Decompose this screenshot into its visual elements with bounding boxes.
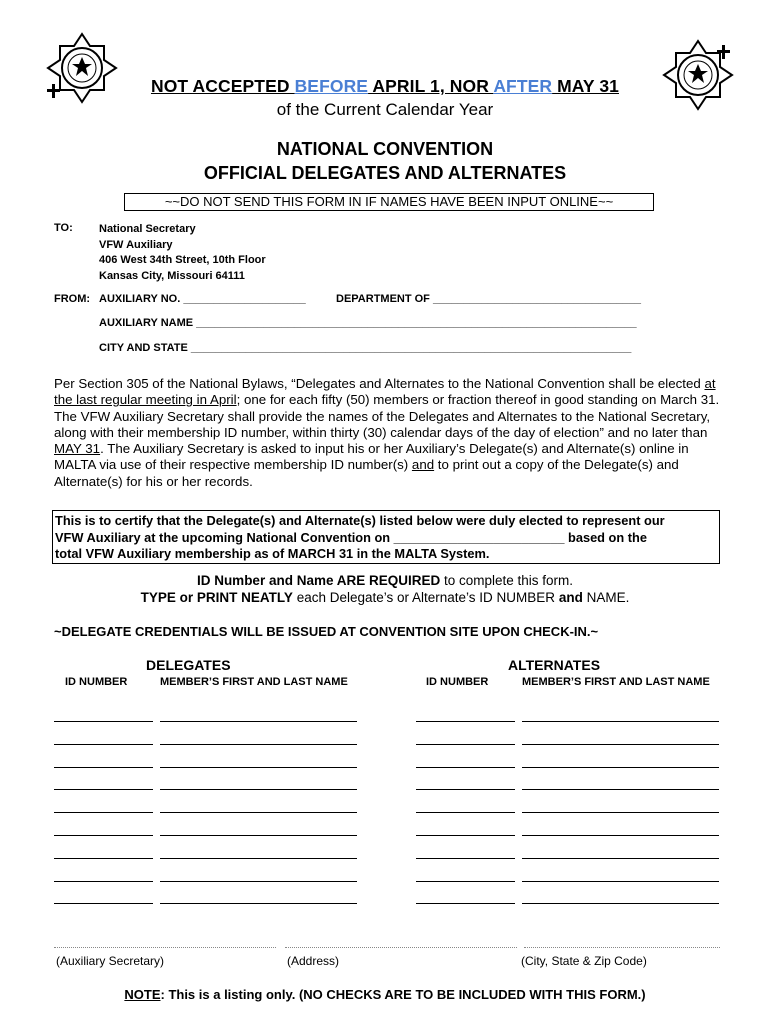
delegate-name-header: MEMBER’S FIRST AND LAST NAME — [160, 676, 348, 688]
paragraph-text: to print out a copy of the Delegate(s) and Alternate(s) for his or her records. — [54, 457, 679, 489]
required-bold: ID Number and Name ARE REQUIRED — [196, 573, 441, 588]
alternates-title: ALTERNATES — [508, 657, 601, 673]
credentials-note: ~DELEGATE CREDENTIALS WILL BE ISSUED AT CONVENTION SITE UPON CHECK-IN.~ — [54, 624, 599, 639]
title-part: APRIL 1, NOR — [368, 76, 494, 96]
paragraph-underlined: at the last regular meeting in April — [54, 376, 716, 408]
delegate-name-line[interactable] — [160, 812, 357, 813]
note-label: NOTE — [124, 987, 161, 1002]
alternate-id-header: ID NUMBER — [426, 676, 489, 688]
address-line: Kansas City, Missouri 64111 — [99, 269, 245, 282]
alternate-id-line[interactable] — [416, 767, 515, 768]
footer-note — [0, 987, 770, 1002]
certification-box — [52, 510, 720, 564]
delegate-id-line[interactable] — [54, 721, 153, 722]
title-before: BEFORE — [294, 76, 369, 96]
auxiliary-number-field[interactable]: AUXILIARY NO. ____________________ — [99, 293, 306, 305]
address-line: 406 West 34th Street, 10th Floor — [99, 254, 266, 266]
required-note — [0, 573, 770, 588]
form-heading — [0, 137, 770, 185]
bylaws-paragraph — [54, 376, 724, 490]
print-end: NAME. — [582, 590, 630, 605]
secretary-caption: (Auxiliary Secretary) — [56, 954, 165, 968]
delegate-id-header: ID NUMBER — [65, 676, 128, 688]
delegate-name-line[interactable] — [160, 744, 357, 745]
auxiliary-name-field[interactable]: AUXILIARY NAME ________________________________________________________________________ — [99, 317, 637, 329]
cert-line-3: total VFW Auxiliary membership as of MARCH 31 in the MALTA System. — [55, 546, 490, 561]
alternate-id-line[interactable] — [416, 721, 515, 722]
address-line: VFW Auxiliary — [99, 238, 173, 251]
alternate-name-line[interactable] — [522, 744, 719, 745]
alternate-id-line[interactable] — [416, 835, 515, 836]
print-and: and — [558, 590, 583, 605]
delegate-name-line[interactable] — [160, 858, 357, 859]
delegate-name-line[interactable] — [160, 903, 357, 904]
paragraph-underlined: and — [411, 457, 435, 473]
address-line: National Secretary — [99, 223, 196, 235]
alternate-id-line[interactable] — [416, 744, 515, 745]
delegate-id-line[interactable] — [54, 835, 153, 836]
title-after: AFTER — [493, 76, 553, 96]
heading-line-2: OFFICIAL DELEGATES AND ALTERNATES — [203, 163, 567, 183]
alternate-name-line[interactable] — [522, 789, 719, 790]
alternate-name-line[interactable] — [522, 721, 719, 722]
alternate-id-line[interactable] — [416, 789, 515, 790]
alternate-name-line[interactable] — [522, 812, 719, 813]
alternate-name-line[interactable] — [522, 903, 719, 904]
heading-line-1: NATIONAL CONVENTION — [276, 139, 494, 159]
delegate-name-line[interactable] — [160, 835, 357, 836]
title-part: MAY 31 — [552, 76, 619, 96]
delegate-name-line[interactable] — [160, 767, 357, 768]
print-bold: TYPE or PRINT NEATLY — [140, 590, 293, 605]
delegate-id-line[interactable] — [54, 744, 153, 745]
delegate-name-line[interactable] — [160, 721, 357, 722]
city-state-field[interactable]: CITY AND STATE ________________________________________________________________________ — [99, 342, 632, 354]
alternate-id-line[interactable] — [416, 858, 515, 859]
alternate-name-line[interactable] — [522, 858, 719, 859]
online-warning-banner: ~~DO NOT SEND THIS FORM IN IF NAMES HAVE BEEN INPUT ONLINE~~ — [124, 193, 654, 211]
alternate-id-line[interactable] — [416, 881, 515, 882]
delegates-title: DELEGATES — [146, 657, 231, 673]
delegate-id-line[interactable] — [54, 812, 153, 813]
alternate-name-line[interactable] — [522, 767, 719, 768]
delegate-name-line[interactable] — [160, 789, 357, 790]
print-mid: each Delegate’s or Alternate’s ID NUMBER — [292, 590, 559, 605]
from-label: FROM: — [54, 293, 91, 305]
city-signature-line[interactable] — [524, 947, 720, 948]
alternate-name-header: MEMBER’S FIRST AND LAST NAME — [522, 676, 710, 688]
title-part: NOT ACCEPTED — [150, 76, 295, 96]
alternate-id-line[interactable] — [416, 812, 515, 813]
alternate-id-line[interactable] — [416, 903, 515, 904]
delegate-id-line[interactable] — [54, 881, 153, 882]
delegate-id-line[interactable] — [54, 903, 153, 904]
city-caption: (City, State & Zip Code) — [521, 954, 647, 968]
subtitle: of the Current Calendar Year — [276, 100, 494, 119]
paragraph-text: Per Section 305 of the National Bylaws, “Delegates and Alternates to the National Convention shall be elected — [54, 376, 705, 391]
alternate-name-line[interactable] — [522, 835, 719, 836]
alternate-name-line[interactable] — [522, 881, 719, 882]
delegate-id-line[interactable] — [54, 858, 153, 859]
paragraph-text: ; one for each fifty (50) members or fraction thereof in good standing on March 31. The VFW Auxiliary Secretary shall provide the names of the Delegates and Alternates to the National Secretary, along with their membership ID number, within thirty (30) calendar days of the day of election” and no later than — [54, 392, 720, 440]
print-neatly-note — [0, 590, 770, 605]
address-signature-line[interactable] — [285, 947, 517, 948]
required-rest: to complete this form. — [440, 573, 574, 588]
note-text: : This is a listing only. (NO CHECKS ARE TO BE INCLUDED WITH THIS FORM.) — [160, 987, 646, 1002]
deadline-title — [0, 76, 770, 97]
recipient-address — [99, 222, 266, 284]
paragraph-underlined: MAY 31 — [54, 441, 101, 457]
cert-line-1: This is to certify that the Delegate(s) and Alternate(s) listed below were duly elected to represent our — [55, 513, 665, 528]
secretary-signature-line[interactable] — [54, 947, 276, 948]
paragraph-text: . The Auxiliary Secretary is asked to input his or her Auxiliary’s Delegate(s) and Alternate(s) online in MALTA via use of their respective membership ID number(s) — [54, 441, 689, 473]
delegate-name-line[interactable] — [160, 881, 357, 882]
to-label: TO: — [54, 222, 73, 234]
address-caption: (Address) — [287, 954, 340, 968]
cert-line-2[interactable]: VFW Auxiliary at the upcoming National Convention on ________________________ based on the — [55, 529, 647, 545]
delegate-id-line[interactable] — [54, 767, 153, 768]
delegate-id-line[interactable] — [54, 789, 153, 790]
department-field[interactable]: DEPARTMENT OF __________________________________ — [336, 293, 641, 305]
